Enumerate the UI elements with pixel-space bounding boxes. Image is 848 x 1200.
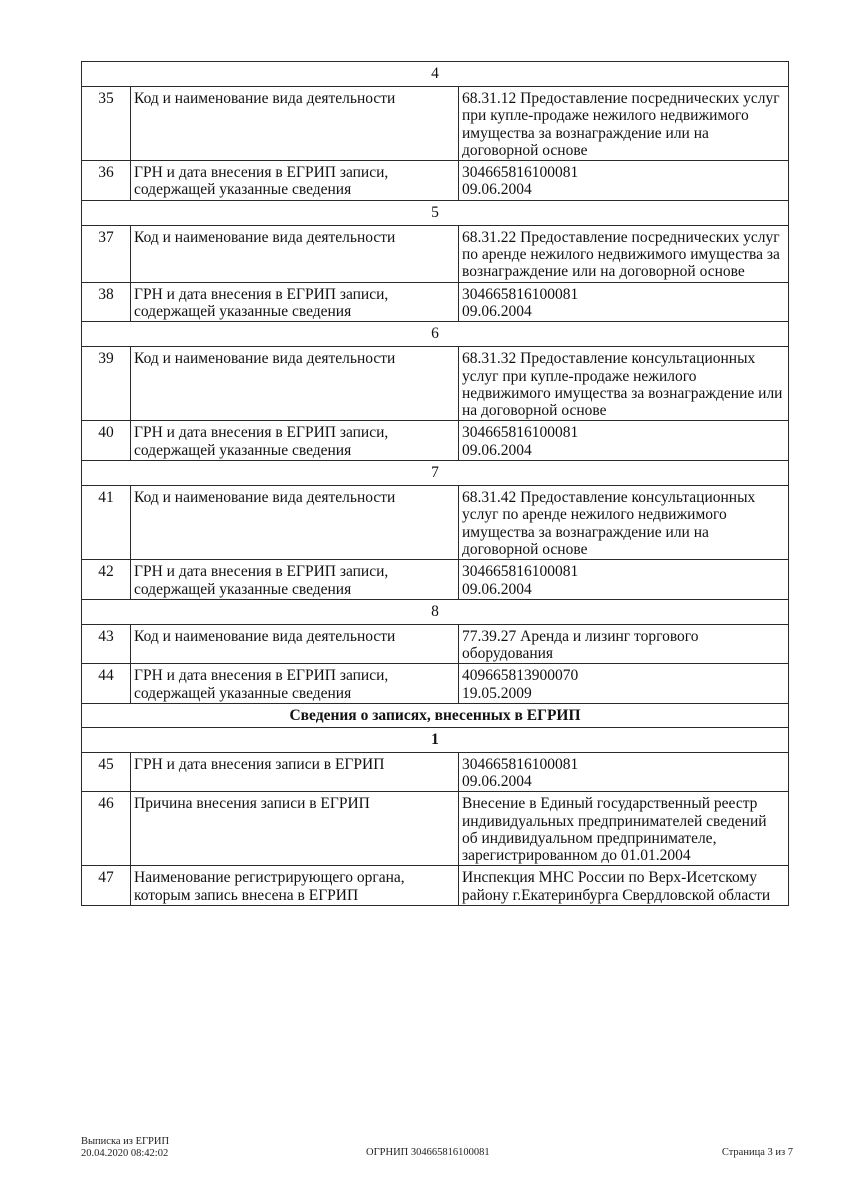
row-number: 36	[82, 161, 131, 201]
row-label: Код и наименование вида деятельности	[131, 225, 459, 282]
group-number: 6	[82, 322, 789, 347]
table-row	[82, 486, 789, 560]
row-number: 44	[82, 664, 131, 704]
table-row	[82, 752, 789, 792]
table-body	[82, 62, 789, 906]
row-number: 43	[82, 624, 131, 664]
value-line: Внесение в Единый государственный реестр индивидуальных предпринимателей сведений об индивидуальном предпринимателе, зарегистрированном до 01.01.2004	[462, 795, 767, 865]
row-number: 45	[82, 752, 131, 792]
value-line: Инспекция МНС России по Верх-Исетскому району г.Екатеринбурга Свердловской области	[462, 869, 771, 904]
value-line: 304665816100081	[462, 164, 579, 182]
table-row	[82, 225, 789, 282]
group-header-row	[82, 62, 789, 87]
footer-left	[81, 1136, 169, 1159]
value-line: 304665816100081	[462, 563, 579, 581]
row-value	[459, 866, 789, 906]
value-line: 304665816100081	[462, 755, 579, 773]
value-line: 19.05.2009	[462, 684, 532, 702]
footer-datetime: 20.04.2020 08:42:02	[81, 1147, 169, 1159]
value-line: 09.06.2004	[462, 772, 532, 790]
row-value	[459, 624, 789, 664]
group-number: 4	[82, 62, 789, 87]
value-line: 304665816100081	[462, 424, 579, 442]
row-label: Код и наименование вида деятельности	[131, 486, 459, 560]
row-value	[459, 560, 789, 600]
table-row	[82, 161, 789, 201]
group-header-row	[82, 200, 789, 225]
row-number: 42	[82, 560, 131, 600]
footer-ogrnip: ОГРНИП 304665816100081	[366, 1147, 490, 1158]
table-row	[82, 282, 789, 322]
footer-doc-title: Выписка из ЕГРИП	[81, 1136, 170, 1147]
row-number: 38	[82, 282, 131, 322]
row-number: 37	[82, 225, 131, 282]
row-value	[459, 347, 789, 421]
value-line: 09.06.2004	[462, 580, 532, 598]
row-value	[459, 87, 789, 161]
row-label: ГРН и дата внесения записи в ЕГРИП	[131, 752, 459, 792]
row-value	[459, 161, 789, 201]
value-line: 09.06.2004	[462, 302, 532, 320]
group-header-row	[82, 322, 789, 347]
table-row	[82, 866, 789, 906]
row-number: 47	[82, 866, 131, 906]
row-value	[459, 421, 789, 461]
value-line: 409665813900070	[462, 667, 579, 685]
row-value	[459, 752, 789, 792]
group-number: 5	[82, 200, 789, 225]
row-label: ГРН и дата внесения в ЕГРИП записи, содержащей указанные сведения	[131, 560, 459, 600]
section-header-row	[82, 704, 789, 728]
group-number: 8	[82, 599, 789, 624]
table-row	[82, 347, 789, 421]
group-number: 7	[82, 461, 789, 486]
row-label: Код и наименование вида деятельности	[131, 624, 459, 664]
table-row	[82, 624, 789, 664]
value-line: 68.31.42 Предоставление консультационных услуг по аренде нежилого недвижимого имущества за вознаграждение или на договорной основе	[462, 489, 756, 558]
section-title: Сведения о записях, внесенных в ЕГРИП	[82, 704, 789, 728]
value-line: 77.39.27 Аренда и лизинг торгового оборудования	[462, 627, 699, 663]
table-row	[82, 87, 789, 161]
row-number: 39	[82, 347, 131, 421]
value-line: 09.06.2004	[462, 441, 532, 459]
group-header-row	[82, 461, 789, 486]
row-number: 41	[82, 486, 131, 560]
row-label: Наименование регистрирующего органа, которым запись внесена в ЕГРИП	[131, 866, 459, 906]
row-label: Причина внесения записи в ЕГРИП	[131, 792, 459, 866]
footer-page-number: Страница 3 из 7	[721, 1147, 793, 1158]
value-line: 304665816100081	[462, 285, 579, 303]
row-label: Код и наименование вида деятельности	[131, 87, 459, 161]
row-label: ГРН и дата внесения в ЕГРИП записи, содержащей указанные сведения	[131, 282, 459, 322]
subsection-header-row	[82, 728, 789, 752]
row-value	[459, 282, 789, 322]
value-line: 68.31.12 Предоставление посреднических услуг при купле-продаже нежилого недвижимого имущества за вознаграждение или на договорной основе	[462, 90, 780, 159]
row-value	[459, 792, 789, 866]
table-row	[82, 792, 789, 866]
row-label: ГРН и дата внесения в ЕГРИП записи, содержащей указанные сведения	[131, 664, 459, 704]
row-label: ГРН и дата внесения в ЕГРИП записи, содержащей указанные сведения	[131, 421, 459, 461]
egrip-extract-table	[81, 61, 789, 906]
row-label: Код и наименование вида деятельности	[131, 347, 459, 421]
group-header-row	[82, 599, 789, 624]
row-label: ГРН и дата внесения в ЕГРИП записи, содержащей указанные сведения	[131, 161, 459, 201]
table-row	[82, 421, 789, 461]
row-value	[459, 664, 789, 704]
row-number: 35	[82, 87, 131, 161]
row-number: 40	[82, 421, 131, 461]
value-line: 09.06.2004	[462, 181, 532, 199]
group-number: 1	[82, 728, 789, 752]
row-value	[459, 486, 789, 560]
value-line: 68.31.32 Предоставление консультационных услуг при купле-продаже нежилого недвижимого имущества за вознаграждение или на договорной основе	[462, 350, 783, 420]
row-value	[459, 225, 789, 282]
row-number: 46	[82, 792, 131, 866]
value-line: 68.31.22 Предоставление посреднических услуг по аренде нежилого недвижимого имущества за вознаграждение или на договорной основе	[462, 228, 780, 281]
table-row	[82, 560, 789, 600]
table-row	[82, 664, 789, 704]
